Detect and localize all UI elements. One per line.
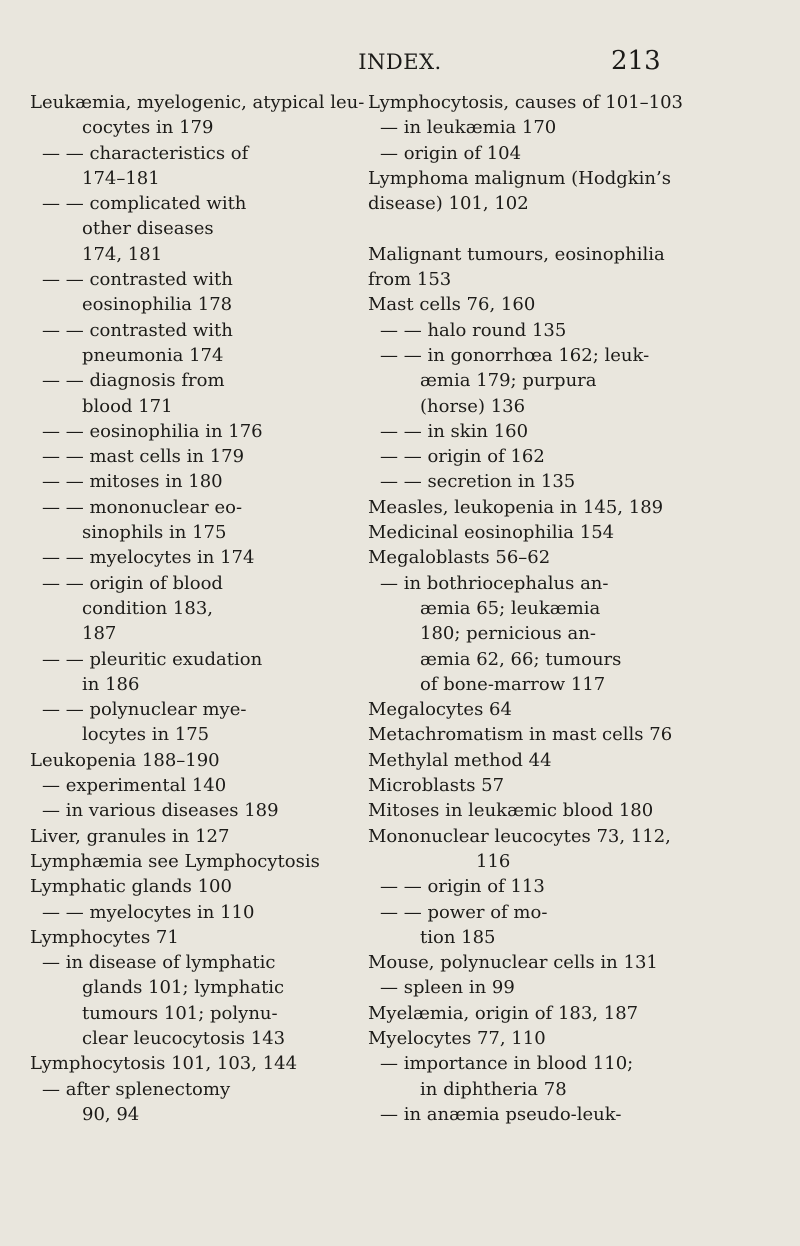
index-entry-line: — — eosinophilia in 176: [42, 420, 263, 442]
index-entry-line: (horse) 136: [420, 395, 526, 417]
index-entry-line: other diseases: [82, 218, 214, 240]
index-entry-line: — — contrasted with: [42, 319, 233, 341]
index-entry-line: — — mononuclear eo-: [42, 496, 243, 518]
index-entry-line: — — in gonorrhœa 162; leuk-: [380, 344, 650, 366]
index-entry-line: locytes in 175: [82, 724, 210, 746]
index-entry-line: tion 185: [420, 926, 496, 948]
index-entry-line: 116: [476, 850, 511, 872]
index-entry-line: — in various diseases 189: [42, 800, 279, 822]
index-entry-line: — — origin of 162: [380, 446, 545, 468]
index-entry-line: — in bothriocephalus an-: [380, 572, 609, 594]
index-entry-line: — — myelocytes in 110: [42, 901, 255, 923]
index-entry-line: Mononuclear leucocytes 73, 112,: [368, 825, 671, 847]
index-entry-line: — in anæmia pseudo-leuk-: [380, 1103, 622, 1125]
index-entry-line: Myelocytes 77, 110: [368, 1027, 546, 1049]
index-entry-line: Leukæmia, myelogenic, atypical leu-: [30, 92, 365, 113]
index-entry-line: 187: [82, 623, 117, 645]
index-entry-line: Lymphæmia see Lymphocytosis: [30, 850, 320, 872]
index-entry-line: Measles, leukopenia in 145, 189: [368, 496, 664, 518]
index-entry-line: Lymphoma malignum (Hodgkin’s: [368, 167, 671, 189]
index-entry-line: Lymphocytosis, causes of 101–103: [368, 92, 684, 113]
index-entry-line: Megaloblasts 56–62: [368, 547, 551, 569]
index-entry-line: tumours 101; polynu-: [82, 1002, 278, 1024]
index-entry-line: — spleen in 99: [380, 977, 515, 999]
index-column-left: [30, 90, 365, 1127]
index-entry-line: clear leucocytosis 143: [82, 1027, 286, 1049]
index-entry-line: — after splenectomy: [42, 1078, 231, 1100]
index-entry-line: Medicinal eosinophilia 154: [368, 522, 615, 544]
index-entry-line: in 186: [82, 673, 140, 695]
index-entry-line: blood 171: [82, 395, 173, 417]
index-entry-line: æmia 62, 66; tumours: [420, 648, 622, 670]
index-entry-line: Lymphocytosis 101, 103, 144: [30, 1053, 298, 1075]
index-entry-line: Methylal method 44: [368, 749, 552, 771]
index-entry-line: — — contrasted with: [42, 269, 233, 291]
index-entry-line: — experimental 140: [42, 775, 227, 797]
index-entry-line: Leukopenia 188–190: [30, 749, 220, 771]
index-entry-line: disease) 101, 102: [368, 193, 529, 215]
index-entry-line: Metachromatism in mast cells 76: [368, 724, 673, 746]
index-entry-line: Lymphatic glands 100: [30, 876, 232, 898]
index-entry-line: Microblasts 57: [368, 775, 505, 797]
index-entry-line: — origin of 104: [380, 142, 522, 164]
index-entry-line: — in leukæmia 170: [380, 117, 557, 139]
index-entry-line: cocytes in 179: [82, 117, 214, 139]
index-entry-line: pneumonia 174: [82, 344, 224, 366]
index-entry-line: — importance in blood 110;: [380, 1053, 634, 1075]
index-entry-line: eosinophilia 178: [82, 294, 233, 316]
index-entry-line: 180; pernicious an-: [420, 623, 596, 645]
index-entry-line: Malignant tumours, eosinophilia: [368, 243, 665, 265]
index-entry-line: — — polynuclear mye-: [42, 699, 247, 721]
index-entry-line: — — myelocytes in 174: [42, 547, 255, 569]
index-entry-line: — — mast cells in 179: [42, 446, 245, 468]
index-entry-line: Mitoses in leukæmic blood 180: [368, 800, 654, 822]
index-entry-line: Liver, granules in 127: [30, 825, 230, 847]
index-entry-line: — — diagnosis from: [42, 370, 225, 392]
index-entry-line: in diphtheria 78: [420, 1078, 567, 1100]
index-entry-line: — — characteristics of: [42, 142, 249, 164]
index-entry-line: sinophils in 175: [82, 522, 227, 544]
index-entry-line: æmia 179; purpura: [420, 370, 597, 392]
index-entry-line: of bone-marrow 117: [420, 673, 606, 695]
index-entry-line: Mouse, polynuclear cells in 131: [368, 952, 658, 974]
index-entry-line: Myelæmia, origin of 183, 187: [368, 1002, 639, 1024]
index-entry-line: — — origin of 113: [380, 876, 545, 898]
index-entry-line: from 153: [368, 269, 452, 291]
index-entry-line: — — in skin 160: [380, 420, 529, 442]
index-entry-line: — — power of mo-: [380, 901, 548, 923]
index-column-right: [368, 90, 710, 1127]
page-title: INDEX.: [358, 50, 442, 74]
index-entry-line: [368, 216, 710, 241]
index-entry-line: Megalocytes 64: [368, 699, 512, 721]
index-entry-line: — — mitoses in 180: [42, 471, 223, 493]
index-entry-line: — — secretion in 135: [380, 471, 576, 493]
index-entry-line: Mast cells 76, 160: [368, 294, 536, 316]
index-entry-line: æmia 65; leukæmia: [420, 597, 601, 619]
index-entry-line: — in disease of lymphatic: [42, 952, 276, 974]
page-number: 213: [611, 46, 661, 76]
page-header: [0, 46, 800, 86]
index-entry-line: 174–181: [82, 167, 160, 189]
index-entry-line: — — complicated with: [42, 193, 247, 215]
index-entry-line: 90, 94: [82, 1103, 140, 1125]
index-entry-line: glands 101; lymphatic: [82, 977, 285, 999]
index-entry-line: 174, 181: [82, 243, 163, 265]
index-entry-line: — — origin of blood: [42, 572, 223, 594]
index-entry-line: — — pleuritic exudation: [42, 648, 263, 670]
index-entry-line: Lymphocytes 71: [30, 926, 179, 948]
index-entry-line: condition 183,: [82, 597, 214, 619]
index-entry-line: — — halo round 135: [380, 319, 567, 341]
